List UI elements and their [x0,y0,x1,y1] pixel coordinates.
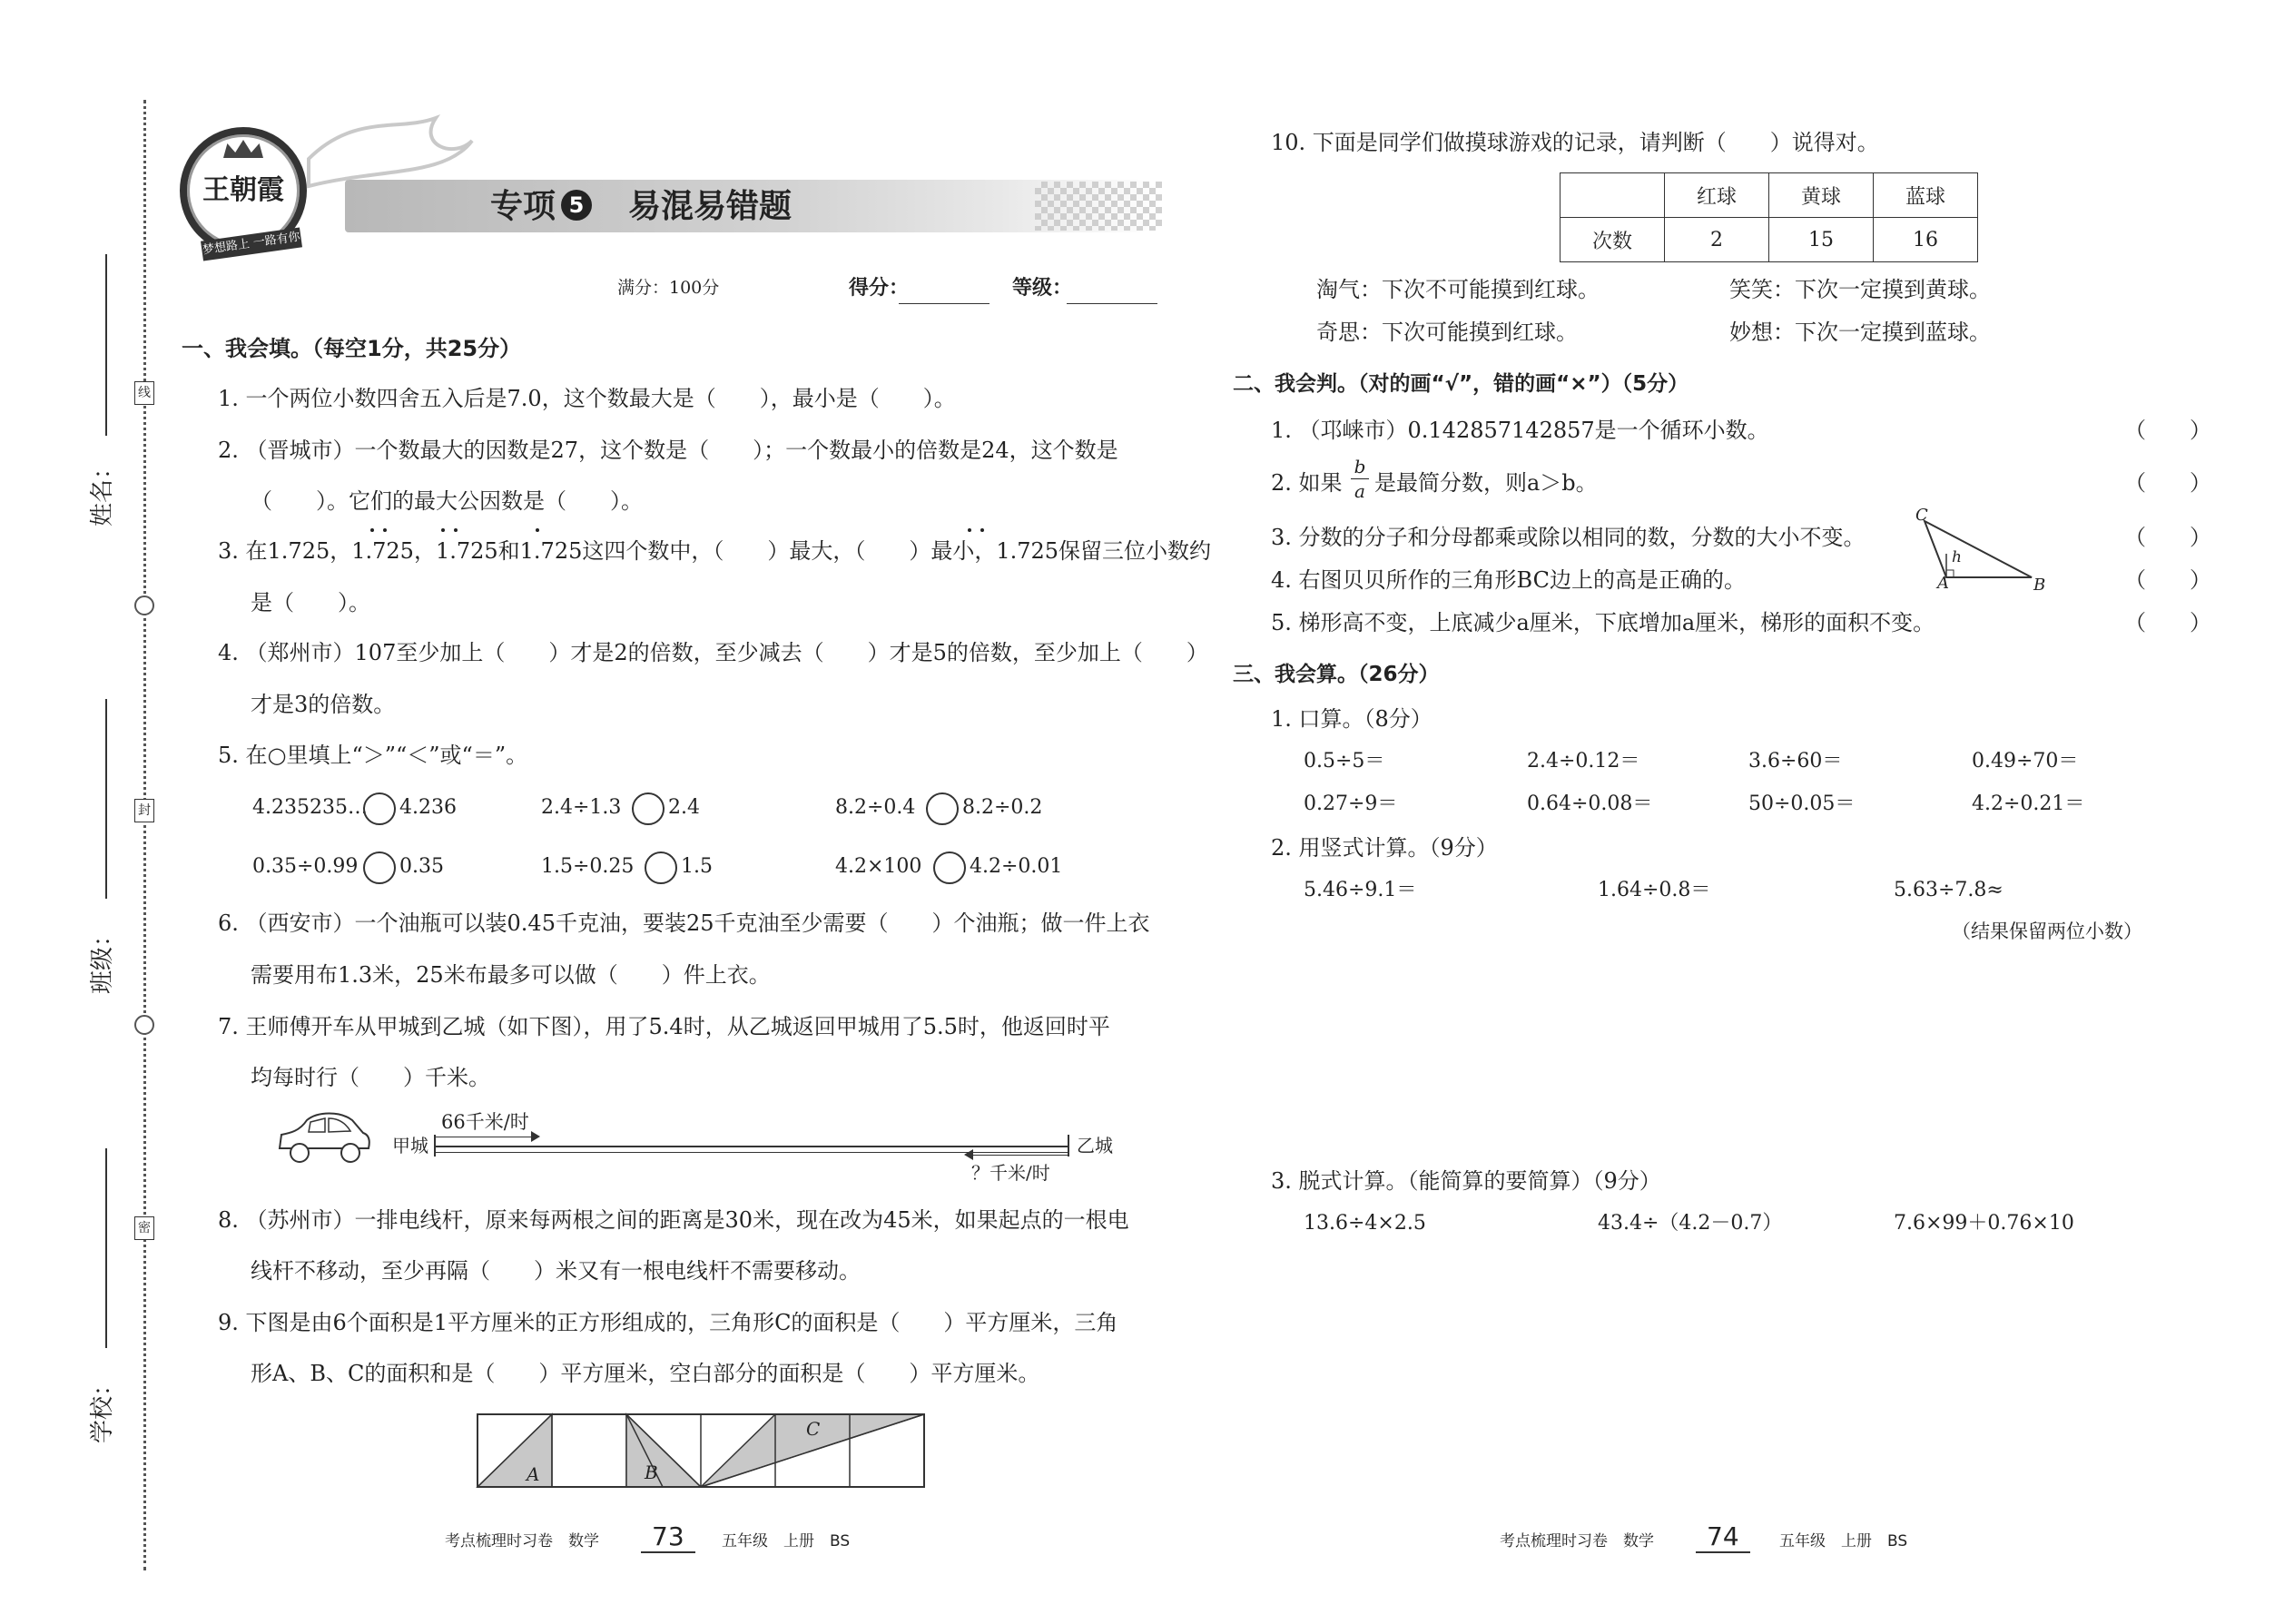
ball-record-table [1560,172,1978,262]
q5: 5. 在○里填上“＞”“＜”或“＝”。 [218,743,528,768]
judge-paren[interactable]: （ ） [2124,418,2211,443]
table-cell: 黄球 [1769,173,1874,218]
compare-circle[interactable] [645,851,677,884]
judge-paren[interactable]: （ ） [2124,610,2211,635]
binding-hole-icon [134,595,154,615]
q7-line1: 7. 王师傅开车从甲城到乙城（如下图），用了5.4时，从乙城返回甲城用了5.5时，他返回时平 [218,1014,1110,1039]
compare-circle[interactable] [933,851,966,884]
table-cell: 次数 [1561,218,1665,262]
full-score: 满分：100分 [617,278,720,298]
score-label: 得分： [849,277,910,300]
grade-label: 等级： [1012,277,1073,300]
route-right-tick [1068,1135,1069,1156]
q4-line2: 才是3的倍数。 [251,692,396,717]
oral-calc-item: 3.6÷60＝ [1748,750,1843,773]
repeat-dot [536,528,539,532]
opinion-miaoxiang: 妙想：下次一定摸到蓝球。 [1729,320,1991,345]
q5-item-left: 1.5÷0.25 [541,855,635,878]
section3-title: 三、我会算。（26分） [1233,663,1440,686]
q6-line2: 需要用布1.3米，25米布最多可以做（ ）件上衣。 [251,962,771,988]
section-title [490,182,792,232]
q5-item-left: 2.4÷1.3 [541,796,622,819]
footer-grade-left: 五年级 上册 BS [722,1532,851,1550]
footer-grade-right: 五年级 上册 BS [1779,1532,1908,1550]
judge-2-prefix: 2. 如果 [1271,470,1343,496]
q8-line2: 线杆不移动，至少再隔（ ）米又有一根电线杆不需要移动。 [251,1258,861,1284]
name-field-line[interactable] [105,254,107,436]
q5-item-left: 4.235235… [252,796,368,819]
q3-line1: 3. 在1.725，1.725，1.725和1.725这四个数中，（ ）最大，（ ）最小，1.725保留三位小数约 [218,538,1212,564]
q1: 1. 一个两位小数四舍五入后是7.0，这个数最大是（ ），最小是（ ）。 [218,386,956,411]
label-c: C [806,1418,821,1440]
q5-item-right: 1.5 [681,855,713,878]
footer-book-left: 考点梳理时习卷 数学 [445,1532,599,1550]
q8-line1: 8. （苏州市）一排电线杆，原来每两根之间的距离是30米，现在改为45米，如果起点的一根电 [218,1207,1129,1233]
speed-label: 66千米/时 [441,1111,529,1133]
route-left-tick [434,1135,436,1156]
q5-item-right: 2.4 [668,796,700,819]
oral-calc-item: 0.5÷5＝ [1304,750,1385,773]
rounding-note: （结果保留两位小数） [1952,920,2142,942]
class-label: 班级： [89,922,116,994]
oral-calc-item: 0.27÷9＝ [1304,792,1398,815]
compare-circle[interactable] [363,851,396,884]
table-cell: 15 [1769,218,1874,262]
q5-item-left: 4.2×100 [835,855,922,878]
logo-brand: 王朝霞 [202,174,284,206]
binding-dotted-line [143,100,146,1570]
seal-char-xian: 线 [134,381,154,405]
school-label: 学校： [89,1372,116,1443]
banner-checker-pattern [1035,182,1162,231]
repeat-dot [383,528,387,532]
table-cell [1561,173,1665,218]
fraction-numerator: b [1354,456,1366,477]
q5-item-left: 0.35÷0.99 [252,855,359,878]
q3-line2: 是（ ）。 [251,590,370,615]
judge-3: 3. 分数的分子和分母都乘或除以相同的数，分数的大小不变。 [1271,525,1866,550]
vertical-calc-item: 5.63÷7.8≈ [1894,879,2004,901]
table-cell: 红球 [1665,173,1769,218]
section1-title: 一、我会填。（每空1分，共25分） [182,336,522,361]
q5-item-right: 4.2÷0.01 [970,855,1063,878]
calc-2-title: 2. 用竖式计算。（9分） [1271,835,1498,861]
squares-figure [476,1412,930,1491]
seal-char-mi: 密 [134,1216,154,1240]
binding-hole-icon [134,1015,154,1035]
table-cell: 蓝球 [1874,173,1978,218]
q5-item-right: 0.35 [399,855,444,878]
vertical-calc-item: 1.64÷0.8＝ [1598,879,1711,901]
oral-calc-item: 4.2÷0.21＝ [1972,792,2085,815]
judge-paren[interactable]: （ ） [2124,567,2211,593]
judge-paren[interactable]: （ ） [2124,525,2211,550]
unknown-speed-label: ？千米/时 [971,1162,1050,1184]
q4-line1: 4. （郑州市）107至少加上（ ）才是2的倍数，至少减去（ ）才是5的倍数，至少加上（ ） [218,640,1208,665]
opinion-qisi: 奇思：下次可能摸到红球。 [1316,320,1578,345]
car-icon [272,1107,372,1171]
repeat-dot [980,528,984,532]
tri-label-b: B [2033,576,2046,595]
opinion-taoqi: 淘气：下次不可能摸到红球。 [1316,277,1600,302]
ribbon-decoration [300,104,481,204]
label-b: B [645,1462,658,1483]
judge-1: 1. （邛崃市）0.142857142857是一个循环小数。 [1271,418,1769,443]
fraction-bar [1351,478,1369,479]
compare-circle[interactable] [632,792,665,825]
oral-calc-item: 50÷0.05＝ [1748,792,1856,815]
q9-line2: 形A、B、C的面积和是（ ）平方厘米，空白部分的面积是（ ）平方厘米。 [251,1361,1040,1386]
route-line [434,1146,1069,1147]
q5-item-left: 8.2÷0.4 [835,796,916,819]
fraction-denominator: a [1354,480,1365,502]
repeat-dot [441,528,445,532]
opinion-xiaoxiao: 笑笑：下次一定摸到黄球。 [1729,277,1991,302]
table-cell: 2 [1665,218,1769,262]
q2-line1: 2. （晋城市）一个数最大的因数是27，这个数是（ ）；一个数最小的倍数是24，这个数是 [218,438,1118,463]
fraction [1351,456,1369,502]
vertical-calc-item: 5.46÷9.1＝ [1304,879,1417,901]
judge-paren[interactable]: （ ） [2124,470,2211,496]
section2-title: 二、我会判。（对的画“√”，错的画“×”）（5分） [1233,372,1689,396]
footer-book-right: 考点梳理时习卷 数学 [1500,1532,1654,1550]
calc-3-title: 3. 脱式计算。（能简算的要简算）（9分） [1271,1168,1661,1194]
oral-calc-item: 0.64÷0.08＝ [1527,792,1653,815]
tri-label-a: A [1937,574,1949,593]
tri-label-c: C [1915,506,1928,525]
oral-calc-item: 0.49÷70＝ [1972,750,2079,773]
seal-char-feng: 封 [134,799,154,822]
q10: 10. 下面是同学们做摸球游戏的记录，请判断（ ）说得对。 [1271,130,1879,155]
label-a: A [527,1463,540,1485]
footer-page-left [641,1521,695,1553]
school-field-line[interactable] [105,1148,107,1348]
q6-line1: 6. （西安市）一个油瓶可以装0.45千克油，要装25千克油至少需要（ ）个油瓶；做一件上衣 [218,910,1150,936]
name-label: 姓名： [89,455,116,527]
repeat-dot [370,528,374,532]
repeat-dot [454,528,458,532]
title-text: 易混易错题 [628,188,793,225]
logo-slogan: 梦想路上 一路有你 [201,227,302,261]
q2-line2: （ ）。它们的最大公因数是（ ）。 [251,488,643,514]
score-input[interactable] [899,303,989,304]
q5-item-right: 8.2÷0.2 [962,796,1043,819]
judge-5: 5. 梯形高不变，上底减少a厘米，下底增加a厘米，梯形的面积不变。 [1271,610,1935,635]
forward-arrowhead [531,1131,540,1142]
title-number: 5 [568,192,585,218]
stepwise-calc-item: 7.6×99＋0.76×10 [1894,1212,2074,1235]
logo-crown-icon [223,140,263,158]
back-arrow-line [971,1155,1068,1156]
judge-4: 4. 右图贝贝所作的三角形BC边上的高是正确的。 [1271,567,1746,593]
compare-circle[interactable] [363,792,396,825]
end-city: 乙城 [1077,1135,1113,1156]
title-number-badge [561,190,592,221]
page-number: 74 [1696,1521,1750,1553]
oral-calc-item: 2.4÷0.12＝ [1527,750,1640,773]
page-number: 73 [641,1521,695,1553]
judge-2-suffix: 是最简分数，则a＞b。 [1374,470,1598,496]
title-prefix: 专项 [490,188,556,225]
q7-line2: 均每时行（ ）千米。 [251,1065,490,1090]
grade-input[interactable] [1067,303,1157,304]
tri-label-h: h [1952,548,1962,566]
calc-1-title: 1. 口算。（8分） [1271,706,1433,732]
q9-line1: 9. 下图是由6个面积是1平方厘米的正方形组成的，三角形C的面积是（ ）平方厘米，三角 [218,1310,1118,1335]
class-field-line[interactable] [105,699,107,899]
route-line-2 [434,1152,1069,1153]
triangle-figure [1915,517,2043,590]
stepwise-calc-item: 43.4÷（4.2－0.7） [1598,1212,1783,1235]
stepwise-calc-item: 13.6÷4×2.5 [1304,1212,1426,1235]
compare-circle[interactable] [926,792,959,825]
table-header-row [1561,173,1978,218]
start-city: 甲城 [392,1135,428,1156]
table-cell: 16 [1874,218,1978,262]
repeat-dot [968,528,971,532]
table-row [1561,218,1978,262]
q5-item-right: 4.236 [399,796,457,819]
footer-page-right [1696,1521,1750,1553]
